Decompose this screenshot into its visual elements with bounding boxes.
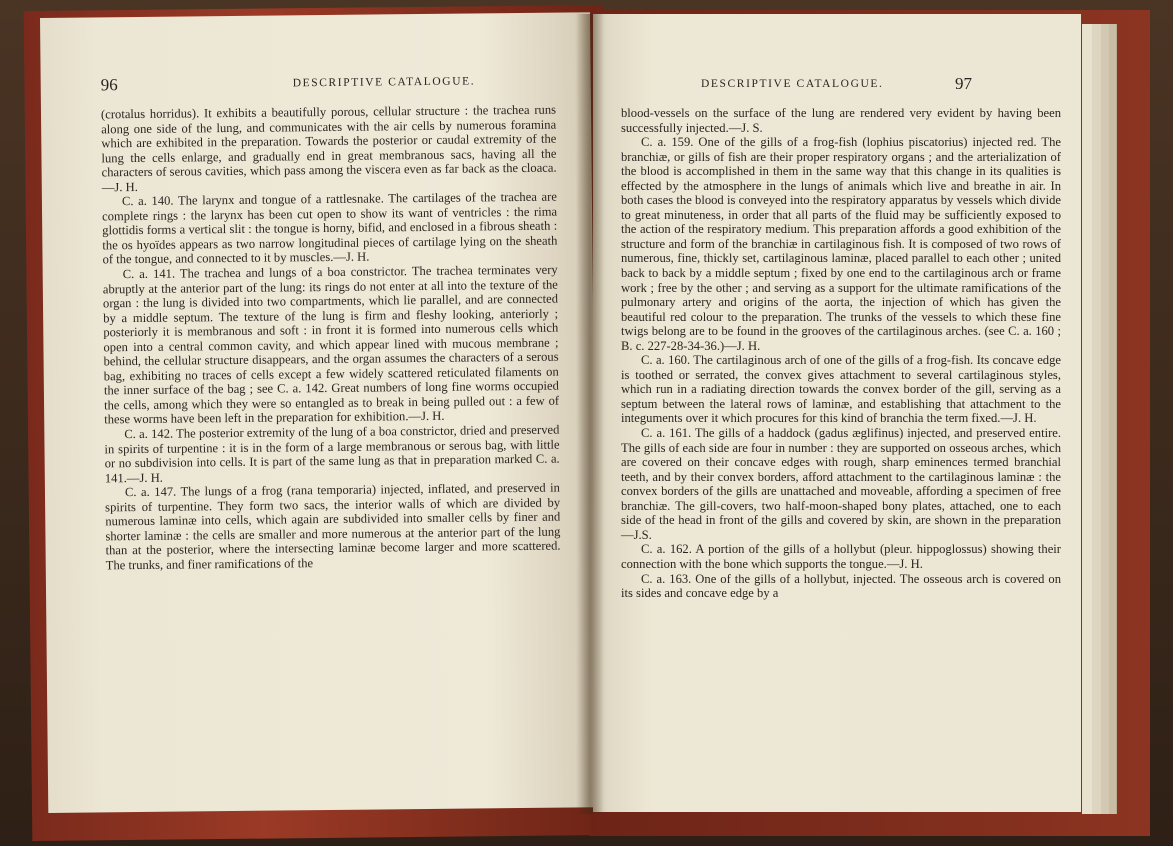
left-running-head [41, 70, 591, 96]
left-page-body [101, 103, 561, 573]
right-page-body [621, 106, 1061, 601]
paragraph: C. a. 140. The larynx and tongue of a rattlesnake. The cartilages of the trachea are complete rings : the larynx has been cut open to show its want of ventricles : the rima glottidis forms a vertical slit : the tongue is horny, bifid, and enclosed in a fibrous sheath : the os hyoïdes appears as two narrow longitudinal pieces of cartilage lying on the sheath of the tongue, and connected to it by muscles.—J. H. [102, 189, 558, 267]
paragraph: C. a. 161. The gills of a haddock (gadus æglifinus) injected, and preserved entire. The gills of each side are four in number : they are supported on osseous arches, which are covered on their concave edges with rough, sharp eminences termed branchial teeth, and by their convex borders, afford attachment to the cartilaginous laminæ : the convex borders of the gills are unattached and moveable, affording a specimen of free branchiæ. The gill-covers, two half-moon-shaped bony plates, attached, one to each side of the head in front of the gills and covered by skin, are shown in the preparation—J.S. [621, 426, 1061, 542]
paragraph: C. a. 142. The posterior extremity of the lung of a boa constrictor, dried and preserved in spirits of turpentine : it is in the form of a large membranous or serous bag, with little or no subdivision into cells. It is part of the same lung as that in preparation marked C. a. 141.—J. H. [104, 422, 560, 486]
running-head-title: DESCRIPTIVE CATALOGUE. [701, 78, 884, 90]
paragraph: C. a. 159. One of the gills of a frog-fish (lophius piscatorius) injected red. The branchiæ, or gills of fish are their proper respiratory organs ; and the arterialization of the blood is accomplished in them in the same way that this change in its qualities is effected by the atmosphere in the lungs of animals which live and breathe in air. In both cases the blood is conveyed into the respiratory apparatus by vessels which divide to great minuteness, in order that all parts of the fluid may be sufficiently exposed to the action of the respiratory medium. This preparation affords a good exhibition of the structure and form of the branchiæ in cartilaginous fish. It is composed of two rows of numerous, fine, thickly set, cartilaginous laminæ, placed parallel to each other ; united back to back by a middle septum ; fixed by one end to the cartilaginous arch or frame work ; free by the other ; and serving as a support for the ultimate ramifications of the pulmonary artery and origins of the aorta, the injection of which has given the beautiful red colour to the preparation. The trunks of the vessels to which these fine twigs belong are to be found in the grooves of the cartilaginous arches. (see C. a. 160 ; B. c. 227-28-34-36.)—J. H. [621, 135, 1061, 353]
page-number: 96 [100, 75, 118, 95]
left-page [40, 12, 598, 813]
paragraph: blood-vessels on the surface of the lung are rendered very evident by having been successfully injected.—J. S. [621, 106, 1061, 135]
paragraph: (crotalus horridus). It exhibits a beautifully porous, cellular structure : the trachea runs along one side of the lung, and communicates with the air cells by numerous foramina which are exhibited in the preparation. Towards the posterior or caudal extremity of the lung the cells enlarge, and gradually end in great membranous sacs, having all the characters of serous cavities, which pass among the viscera even as far back as the cloaca.—J. H. [100, 102, 557, 195]
running-head-title: DESCRIPTIVE CATALOGUE. [292, 75, 476, 90]
paragraph: C. a. 147. The lungs of a frog (rana temporaria) injected, inflated, and preserved in spirits of turpentine. They form two sacs, the interior walls of which are divided by numerous laminæ into cells, which again are subdivided into smaller cells by finer and shorter laminæ : the cells are smaller and more numerous at the anterior part of the lung than at the posterior, where the intersecting laminæ become larger and more scattered. The trunks, and finer ramifications of the [105, 480, 561, 573]
page-number: 97 [955, 74, 972, 93]
page-stack-edge [1109, 24, 1117, 814]
right-page [593, 14, 1081, 812]
paragraph: C. a. 162. A portion of the gills of a hollybut (pleur. hippoglossus) showing their connection with the bone which supports the tongue.—J. H. [621, 542, 1061, 571]
paragraph: C. a. 141. The trachea and lungs of a boa constrictor. The trachea terminates very abruptly at the anterior part of the lung: its rings do not enter at all into the texture of the organ : the lung is divided into two compartments, which lie parallel, and are connected by a middle septum. The texture of the lung is firm and fleshy looking, anteriorly ; posteriorly it is membranous and soft : in front it is formed into numerous cells which open into a central common cavity, and which appear lined with mucous membrane ; behind, the cellular structure disappears, and the organ assumes the characters of a serous bag, exhibiting no traces of cells except a few widely scattered reticulated filaments on the inner surface of the bag ; see C. a. 142. Great numbers of long fine worms occupied the cells, among which they were so entangled as to break in being pulled out : a few of these worms have been left in the preparation for exhibition.—J. H. [102, 262, 560, 427]
right-running-head [593, 74, 1081, 94]
paragraph: C. a. 160. The cartilaginous arch of one of the gills of a frog-fish. Its concave edge is toothed or serrated, the convex gives attachment to several cartilaginous styles, which run in a radiating direction towards the convex border of the gill, serving as a septum between the lateral rows of laminæ, and establishing that attachment to the integuments over it which procures for this kind of branchia the term fixed.—J. H. [621, 353, 1061, 426]
paragraph: C. a. 163. One of the gills of a hollybut, injected. The osseous arch is covered on its sides and concave edge by a [621, 571, 1061, 601]
book-gutter [576, 14, 604, 814]
